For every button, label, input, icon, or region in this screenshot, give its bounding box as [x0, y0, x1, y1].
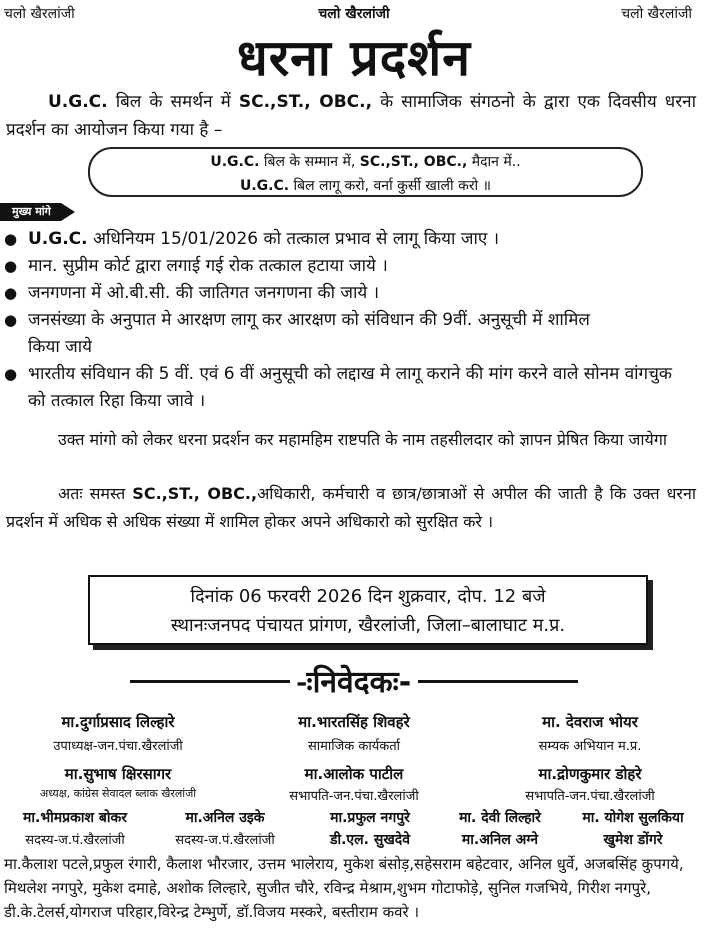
memorandum-paragraph: उक्त मांगो को लेकर धरना प्रदर्शन कर महामहिम राष्टपति के नाम तहसीलदार को ज्ञापन प्रेषित किया जायेगा — [58, 430, 667, 449]
demand-item — [4, 226, 694, 253]
signatory-name: मा.भारतसिंह शिवहरे — [298, 713, 410, 731]
signatory-name: मा.दुर्गाप्रसाद लिल्हारे — [61, 713, 175, 731]
signatory-name: मा. देवी लिल्हारे — [459, 810, 541, 826]
intro-bold-ugc: U.G.C. — [48, 92, 108, 112]
signatory-name: मा.अनिल अग्ने — [461, 832, 539, 848]
signatory-role: अध्यक्ष, कांग्रेस सेवादल ब्लाक खैरलांजी — [39, 787, 197, 800]
signatory-name: मा.द्रोणकुमार डोहरे — [538, 765, 642, 783]
signatory-name: मा.भीमप्रकाश बोकर — [23, 810, 127, 826]
slogan-text-3: बिल लागू करो, वर्ना कुर्सी खाली करो ॥ — [289, 178, 492, 194]
event-place: स्थानःजनपद पंचायत प्रांगण, खैरलांजी, जिला–बालाघाट म.प्र. — [170, 615, 566, 636]
demands-tag: मुख्य मांगे — [0, 203, 61, 221]
event-date: दिनांक 06 फरवरी 2026 दिन शुक्रवार, दोप. 12 बजे — [190, 586, 546, 607]
other-signatories: मा.कैलाश पटले,प्रफुल रंगारी, कैलाश भौरजार, उत्तम भालेराय, मुकेश बंसोड़,सहेसराम बहेटवार, अनिल धुर्वे, अजबसिंह कुपगये, मिथलेश नगपुरे, मुकेश दमाहे, अशोक लिल्हारे, सुजीत चौरे, रविन्द्र मेश्राम,शुभम गोटाफोड़े, सुनिल गजभिये, गिरीश नगपुरे, डी.के.टेलर्स,योगराज परिहार,विरेन्द्र टेम्भुर्णे, डॉ.विजय मस्करे, बस्तीराम कवरे । — [4, 855, 684, 921]
signatory-role: सदस्य-ज.पं.खैरलांजी — [25, 833, 125, 848]
demands-list — [4, 226, 694, 415]
slogan-line-1 — [90, 150, 641, 174]
signatory-name: डी.एल. सुखदेवे — [330, 832, 410, 848]
event-box — [88, 575, 648, 645]
slogan-bold-groups: SC.,ST., OBC., — [359, 154, 468, 170]
signatory-name: मा.आलोक पाटील — [304, 765, 404, 783]
demand-text: अधिनियम 15/01/2026 को तत्काल प्रभाव से लागू किया जाए । — [87, 229, 500, 249]
signatory-name: मा. योगेश सुलकिया — [582, 810, 684, 826]
signatory-name: खुमेश डोंगरे — [603, 832, 663, 848]
intro-paragraph — [6, 88, 696, 144]
slogan-line-2 — [90, 174, 641, 198]
slogan-bold-ugc-2: U.G.C. — [239, 178, 290, 194]
signatory-role: सदस्य-ज.पं.खैरलांजी — [175, 833, 275, 848]
demand-bold-ugc: U.G.C. — [28, 229, 88, 249]
intro-bold-groups: SC.,ST., OBC., — [238, 92, 373, 112]
header-left-slogan: चलो खैरलांजी — [4, 6, 75, 22]
page-title: धरना प्रदर्शन — [236, 29, 472, 87]
demand-item: ● भारतीय संविधान की 5 वीं. एवं 6 वीं अनुसूची को लद्दाख मे लागू कराने की मांग करने वाले सोनम वांगचुक को तत्काल रिहा किया जावे । — [4, 361, 694, 415]
slogan-bold-ugc: U.G.C. — [210, 154, 260, 170]
appeal-text-1: अतः समस्त — [58, 484, 133, 503]
appeal-text-2: अधिकारी, कर्मचारी व छात्र/छात्राओं से अपील की जाती है कि उक्त धरना प्रदर्शन में अधिक से अधिक संख्या में शामिल होकर अपने अधिकारो को सुरक्षित करे । — [6, 484, 697, 531]
demand-item: ● जनगणना में ओ.बी.सी. की जातिगत जनगणना की जाये । — [4, 280, 694, 307]
intro-text-1: बिल के समर्थन में — [107, 92, 239, 112]
signatory-name: मा. देवराज भोयर — [542, 713, 638, 731]
nivedak-heading: -ःनिवेदकः- — [296, 665, 412, 700]
slogan-text-2: मैदान में.. — [467, 154, 521, 170]
appeal-paragraph — [6, 480, 696, 536]
slogan-box — [88, 147, 643, 197]
signatory-name: मा.सुभाष क्षिरसागर — [64, 765, 172, 783]
signatory-role: सम्यक अभियान म.प्र. — [538, 739, 642, 754]
appeal-bold-groups: SC.,ST., OBC., — [132, 484, 258, 503]
signatory-role: उपाध्यक्ष-जन.पंचा.खैरलांजी — [53, 739, 183, 754]
signatory-role: सामाजिक कार्यकर्ता — [307, 739, 401, 754]
signatory-name: मा.प्रफुल नगपुरे — [330, 810, 410, 826]
demand-item: ● मान. सुप्रीम कोर्ट द्वारा लगाई गई रोक तत्काल हटाया जाये । — [4, 253, 694, 280]
header-right-slogan: चलो खैरलांजी — [621, 6, 692, 22]
slogan-text-1: बिल के सम्मान में, — [259, 154, 360, 170]
signatory-role: सभापति-जन.पंचा.खैरलांजी — [525, 789, 655, 804]
header-center-slogan: चलो खैरलांजी — [318, 6, 390, 22]
demand-item: ● जनसंख्या के अनुपात मे आरक्षण लागू कर आरक्षण को संविधान की 9वीं. अनुसूची में शामिल किया जाये — [4, 307, 694, 361]
signatory-name: मा.अनिल उइके — [185, 810, 265, 826]
signatory-role: सभापति-जन.पंचा.खैरलांजी — [289, 789, 419, 804]
intro-text-2: के सामाजिक संगठनो के द्वारा एक दिवसीय धरना प्रदर्शन का आयोजन किया गया है – — [6, 92, 697, 140]
